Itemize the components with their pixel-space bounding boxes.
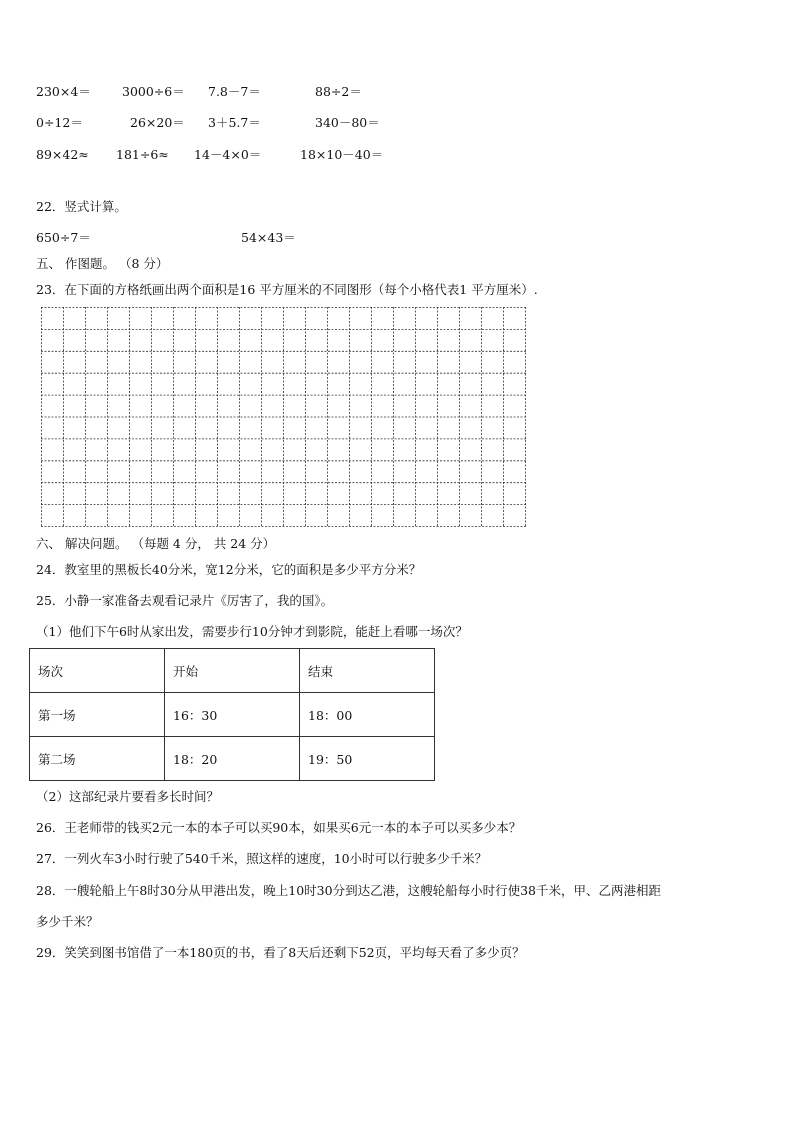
table-row <box>30 737 435 781</box>
arith-1-1: 230×4＝ <box>36 84 91 99</box>
section-5-heading: 五、 作图题。 （8 分） <box>36 256 169 271</box>
q23-text: 23．在下面的方格纸画出两个面积是16 平方厘米的不同图形（每个小格代表1 平方厘米）. <box>36 282 538 297</box>
arith-3-3: 14－4×0＝ <box>194 147 262 162</box>
table-cell: 第二场 <box>30 737 165 781</box>
table-header-cell: 结束 <box>300 649 435 693</box>
arith-2-3: 3＋5.7＝ <box>208 115 261 130</box>
q28-text-line1: 28．一艘轮船上午8时30分从甲港出发，晚上10时30分到达乙港，这艘轮船每小时行使38千米，甲、乙两港相距 <box>36 883 661 898</box>
q25-part1: （1）他们下午6时从家出发，需要步行10分钟才到影院，能赶上看哪一场次？ <box>36 624 468 639</box>
table-cell: 19：50 <box>300 737 435 781</box>
table-cell: 18：00 <box>300 693 435 737</box>
q24-text: 24．教室里的黑板长40分米，宽12分米，它的面积是多少平方分米？ <box>36 562 422 577</box>
arith-3-4: 18×10－40＝ <box>300 147 384 162</box>
arith-2-4: 340－80＝ <box>315 115 380 130</box>
q28-text-line2: 多少千米？ <box>36 914 99 929</box>
grid-paper[interactable] <box>41 307 526 527</box>
q25-part2: （2）这部纪录片要看多长时间？ <box>36 789 219 804</box>
section-6-heading: 六、 解决问题。 （每题 4 分， 共 24 分） <box>36 536 276 551</box>
schedule-table <box>29 648 435 781</box>
table-header-cell: 场次 <box>30 649 165 693</box>
arith-3-2: 181÷6≈ <box>116 147 169 162</box>
q22-a: 650÷7＝ <box>36 230 91 245</box>
table-header-cell: 开始 <box>165 649 300 693</box>
q22-b: 54×43＝ <box>241 230 296 245</box>
arith-1-3: 7.8－7＝ <box>208 84 261 99</box>
q22-title: 22．竖式计算。 <box>36 199 127 214</box>
arith-1-4: 88÷2＝ <box>315 84 362 99</box>
table-header-row <box>30 649 435 693</box>
arith-2-2: 26×20＝ <box>130 115 185 130</box>
q25-text: 25．小静一家准备去观看记录片《厉害了，我的国》。 <box>36 593 334 608</box>
arith-3-1: 89×42≈ <box>36 147 89 162</box>
q26-text: 26．王老师带的钱买2元一本的本子可以买90本，如果买6元一本的本子可以买多少本？ <box>36 820 522 835</box>
table-cell: 18：20 <box>165 737 300 781</box>
table-cell: 第一场 <box>30 693 165 737</box>
arith-1-2: 3000÷6＝ <box>122 84 185 99</box>
table-cell: 16：30 <box>165 693 300 737</box>
q27-text: 27．一列火车3小时行驶了540千米，照这样的速度，10小时可以行驶多少千米？ <box>36 851 488 866</box>
table-row <box>30 693 435 737</box>
q29-text: 29．笑笑到图书馆借了一本180页的书，看了8天后还剩下52页，平均每天看了多少页？ <box>36 945 525 960</box>
arith-2-1: 0÷12＝ <box>36 115 83 130</box>
